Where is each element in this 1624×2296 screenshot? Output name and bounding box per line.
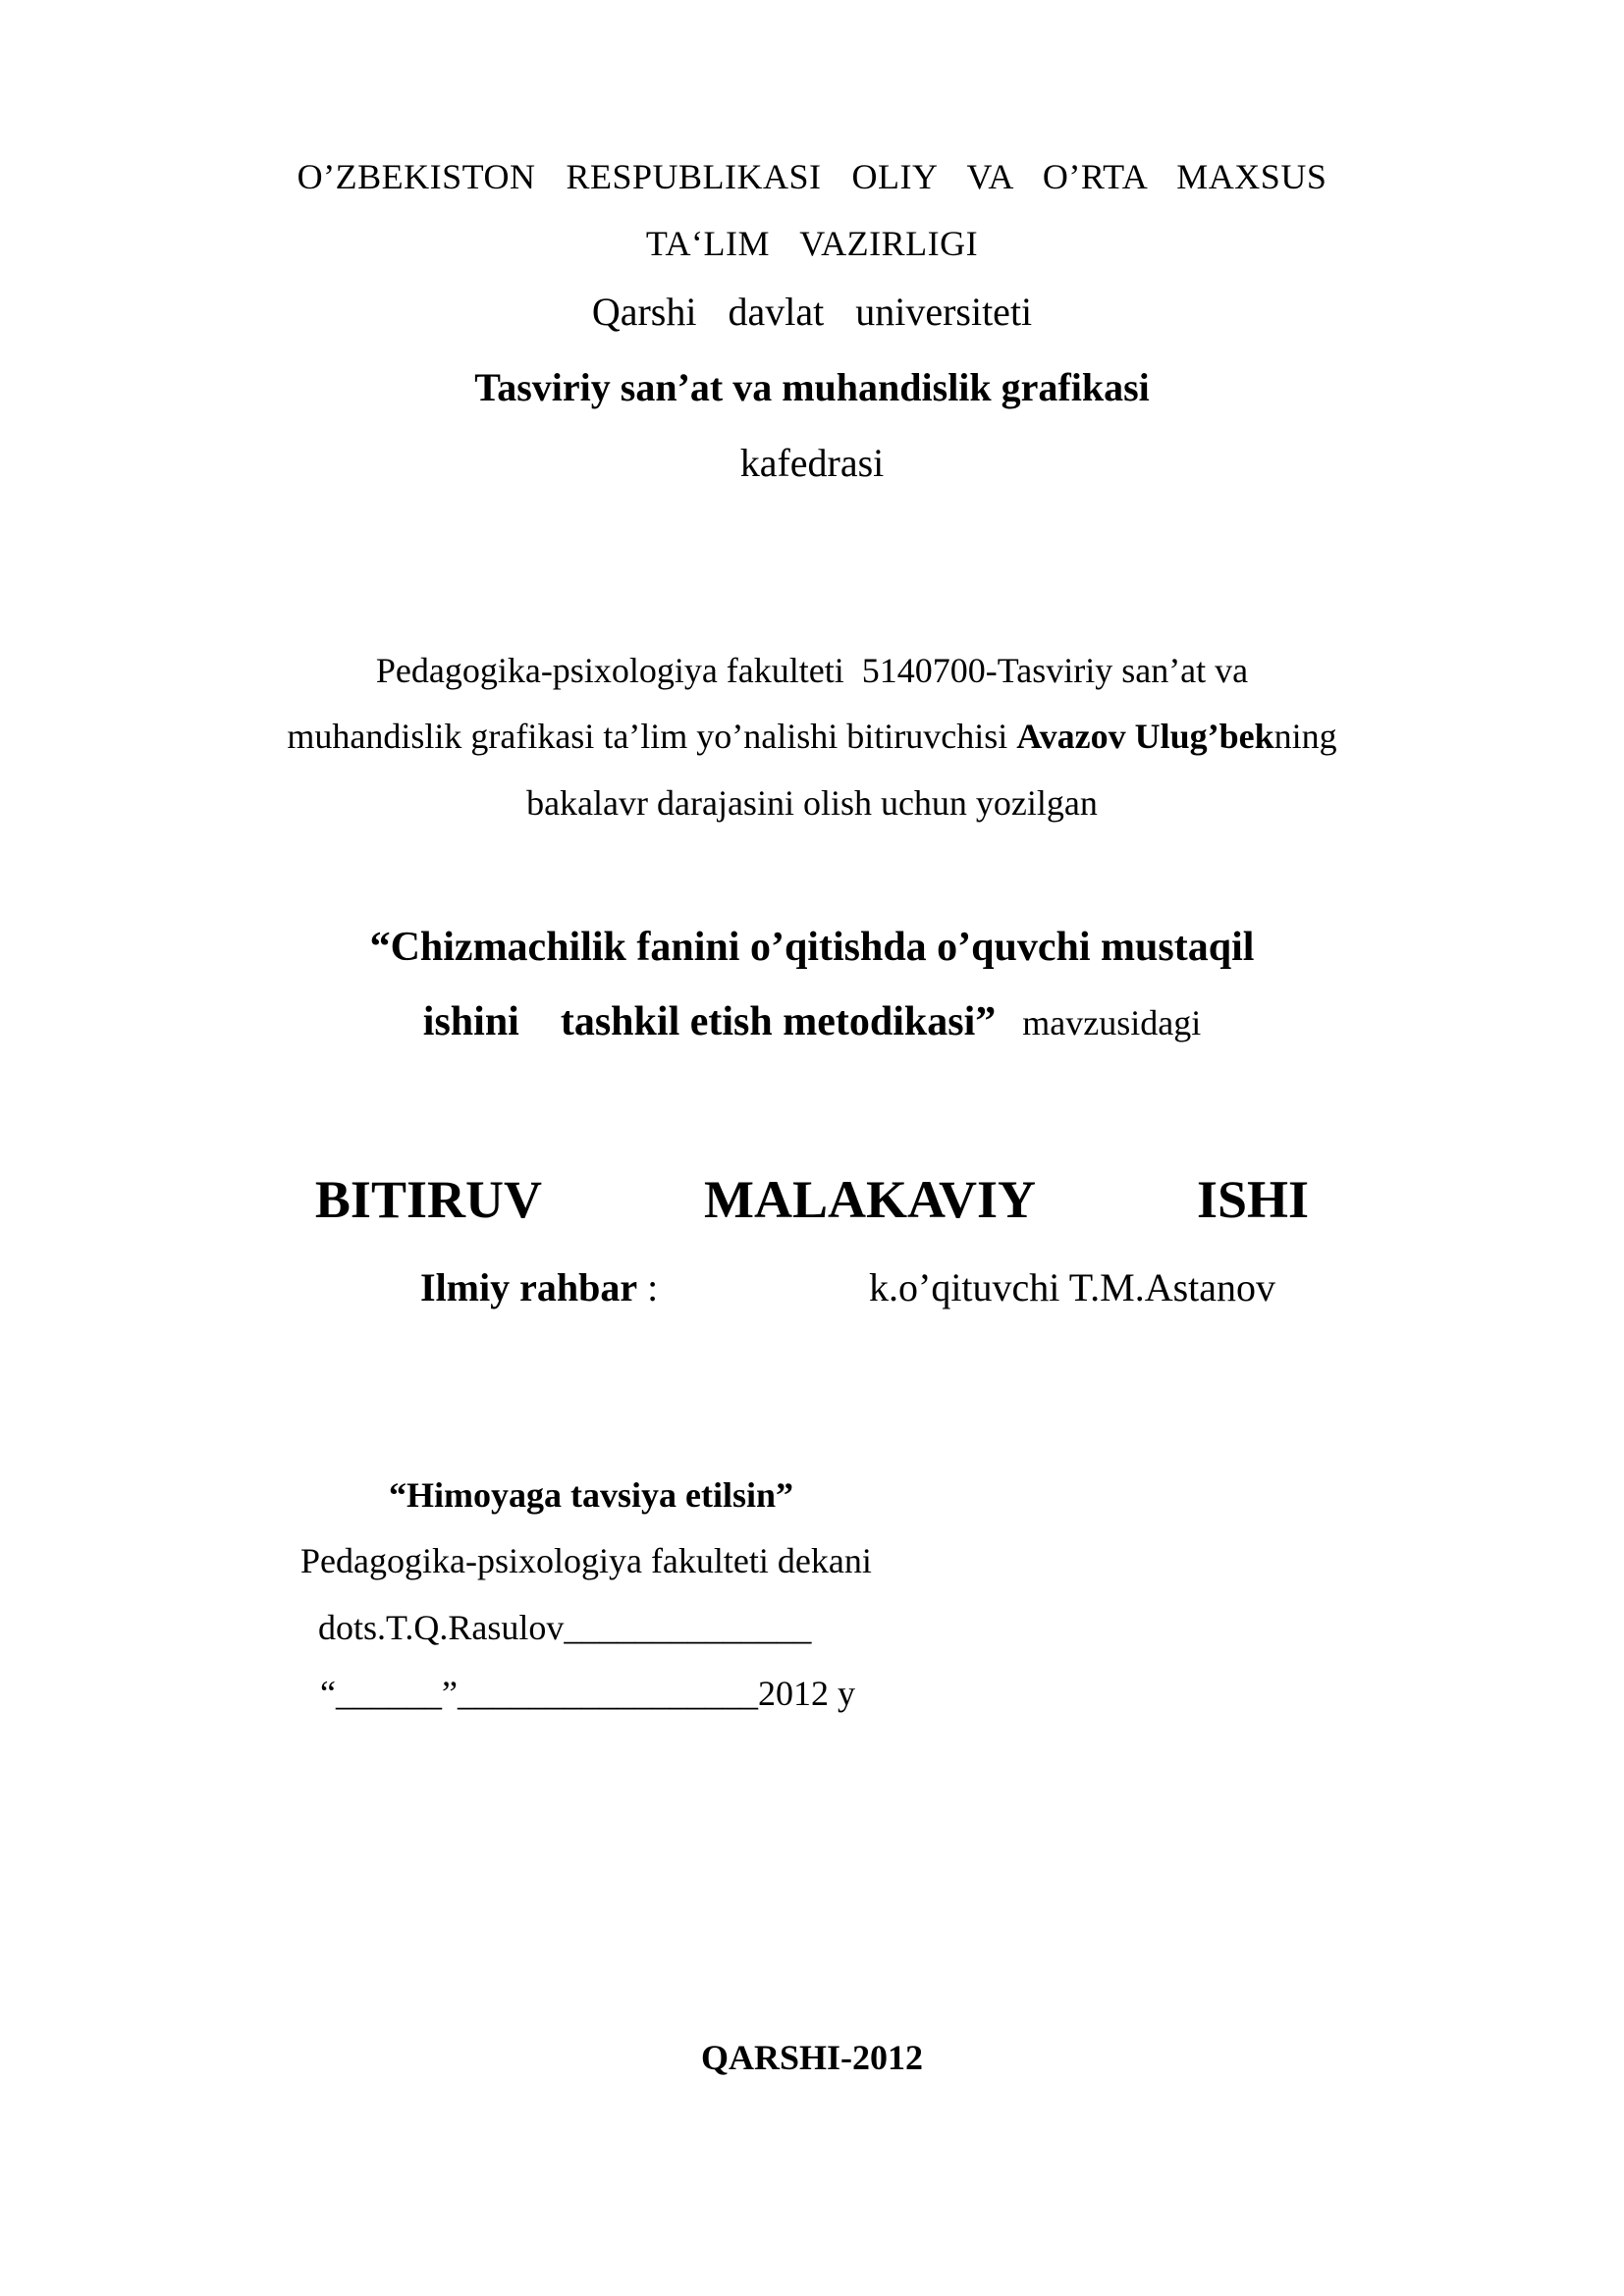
ministry-line-2: TA‘LIM VAZIRLIGI <box>645 224 979 263</box>
ministry-line-1: O’ZBEKISTON RESPUBLIKASI OLIY VA O’RTA MAXSUS <box>297 157 1327 196</box>
topic-line-2-bold: ishini tashkil etish metodikasi” <box>422 999 997 1044</box>
department-word: kafedrasi <box>739 441 885 485</box>
author-paragraph-line-2 <box>0 719 1624 754</box>
advisor-label-group <box>420 1265 659 1309</box>
university-name: Qarshi davlat universiteti <box>591 290 1033 334</box>
approval-date-line <box>320 1676 855 1711</box>
author-name-suffix: ning <box>1273 717 1337 756</box>
author-name: Avazov Ulug’bek <box>1016 717 1274 756</box>
recommendation-text: “Himoyaga tavsiya etilsin” <box>389 1475 793 1515</box>
date-close-quote: ” <box>441 1674 458 1713</box>
topic-line-2 <box>0 1001 1624 1042</box>
date-month-blank: _________________ <box>457 1674 758 1713</box>
advisor-colon: : <box>637 1265 659 1309</box>
signature-blank: ______________ <box>564 1608 812 1647</box>
date-day-blank: ______ <box>335 1674 442 1713</box>
dean-title: Pedagogika-psixologiya fakulteti dekani <box>300 1541 872 1580</box>
dean-signature-line <box>318 1610 811 1645</box>
date-year: 2012 y <box>757 1674 855 1713</box>
advisor-label: Ilmiy rahbar <box>420 1265 638 1309</box>
author-paragraph-line-3: bakalavr darajasini olish uchun yozilgan <box>526 783 1098 823</box>
topic-suffix: mavzusidagi <box>996 1003 1202 1042</box>
advisor-name: k.o’qituvchi T.M.Astanov <box>869 1265 1276 1309</box>
department-name: Tasviriy san’at va muhandislik grafikasi <box>474 365 1150 409</box>
date-open-quote: “ <box>320 1674 336 1713</box>
topic-line-1: “Chizmachilik fanini o’qitishda o’quvchi mustaqil <box>369 925 1255 970</box>
city-year: QARSHI-2012 <box>700 2038 924 2077</box>
author-paragraph-line-1: Pedagogika-psixologiya fakulteti 5140700-Tasviriy san’at va <box>375 651 1249 690</box>
dean-name: dots.T.Q.Rasulov <box>318 1608 565 1647</box>
author-paragraph-prefix: muhandislik grafikasi ta’lim yo’nalishi bitiruvchisi <box>287 717 1017 756</box>
document-type-title: BITIRUV MALAKAVIY ISHI <box>314 1170 1310 1229</box>
